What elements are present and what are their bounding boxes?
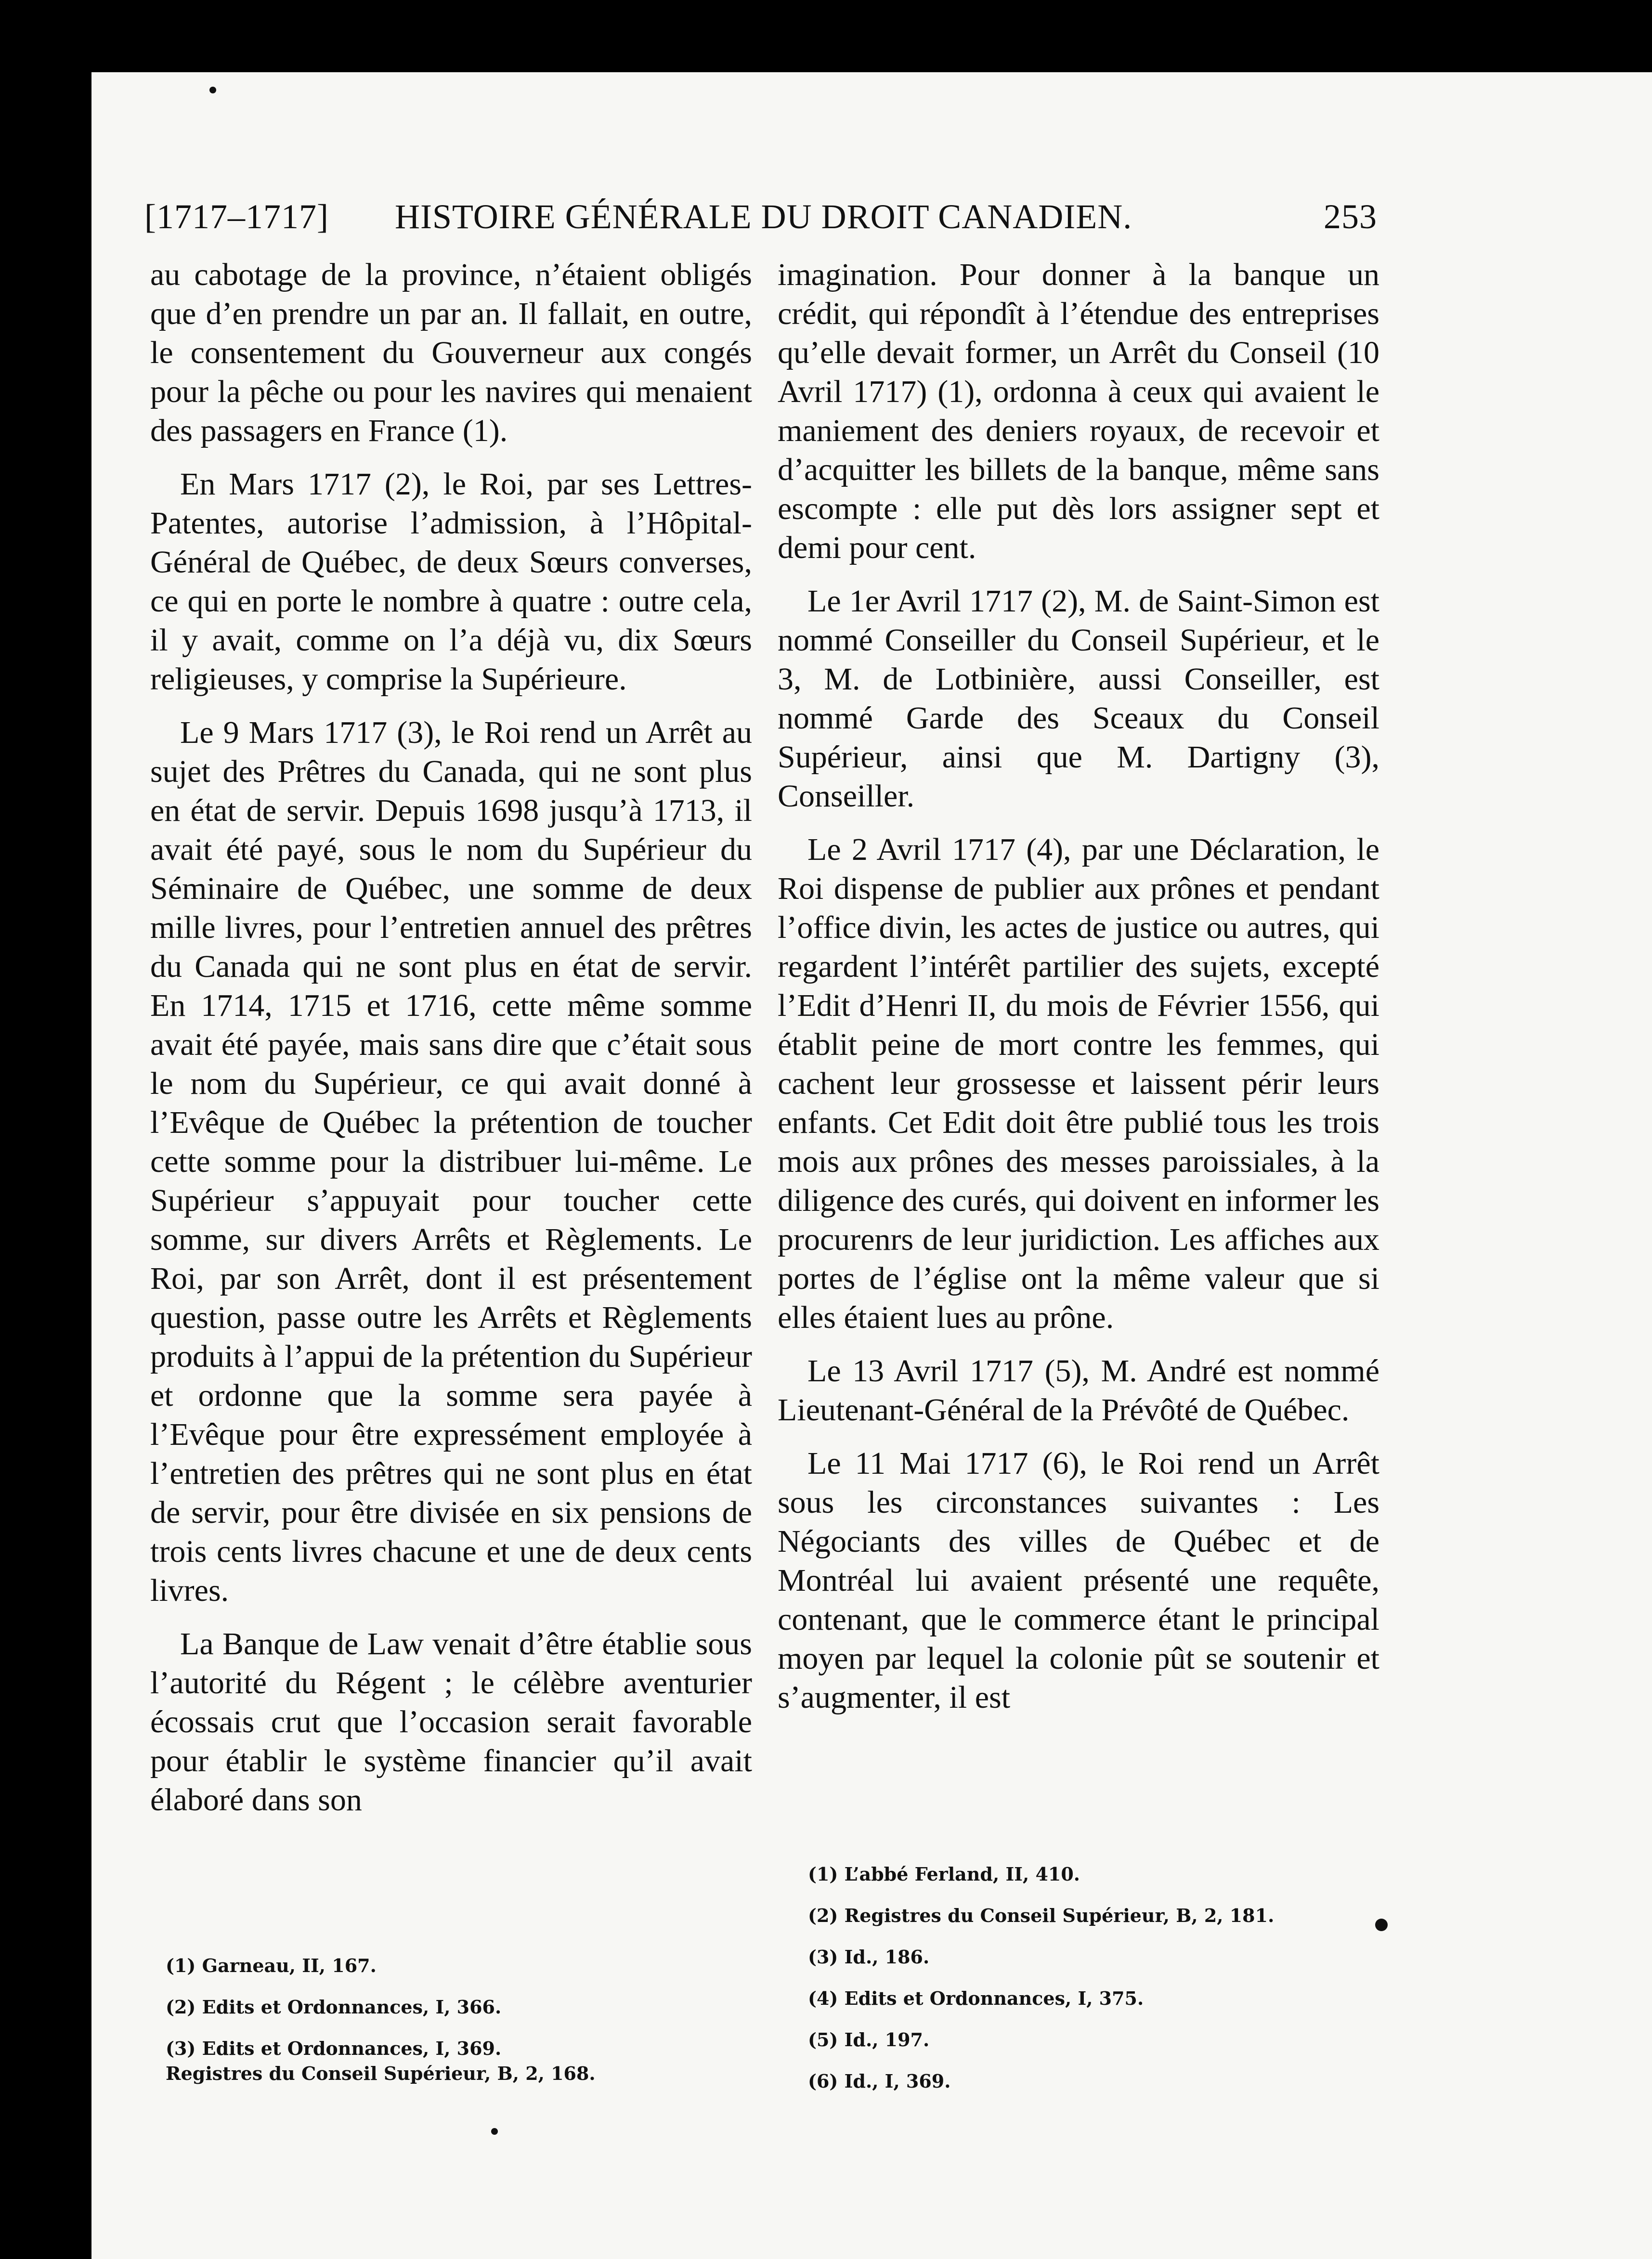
footnote: (2) Registres du Conseil Supérieur, B, 2, 181.	[808, 1905, 1275, 1926]
footnote: (2) Edits et Ordonnances, I, 366.	[166, 1996, 502, 2018]
footnote: (6) Id., I, 369.	[808, 2070, 951, 2092]
footnote: (1) Garneau, II, 167.	[166, 1955, 377, 1976]
footnote: Registres du Conseil Supérieur, B, 2, 168.	[166, 2063, 596, 2084]
paragraph: Le 2 Avril 1717 (4), par une Déclaration, le Roi dispense de publier aux prônes et pendant l’office divin, les actes de justice ou autres, qui regardent l’intérêt partilier des sujets, excepté l’Edit d’Henri II, du mois de Février 1556, qui établit peine de mort contre les femmes, qui cachent leur grossesse et laissent périr leurs enfants. Cet Edit doit être publié tous les trois mois aux prônes des messes paroissiales, à la diligence des curés, qui doivent en informer les procurenrs de leur juridiction. Les affiches aux portes de l’église ont la même valeur que si elles étaient lues au prône.	[778, 832, 1379, 1335]
page-number: 253	[1324, 197, 1377, 236]
ink-speck	[1375, 1919, 1388, 1931]
ink-speck	[209, 87, 216, 93]
paragraph: La Banque de Law venait d’être établie sous l’autorité du Régent ; le célèbre aventurier écossais crut que l’occasion serait favorable pour établir le système financier qu’il avait élaboré dans son	[150, 1626, 752, 1818]
year-range: [1717–1717]	[144, 197, 329, 236]
footnote: (3) Id., 186.	[808, 1946, 930, 1968]
paragraph: Le 9 Mars 1717 (3), le Roi rend un Arrêt au sujet des Prêtres du Canada, qui ne sont plus en état de servir. Depuis 1698 jusqu’à 1713, il avait été payé, sous le nom du Supérieur du Séminaire de Québec, une somme de deux mille livres, pour l’entretien annuel des prêtres du Canada qui ne sont plus en état de servir. En 1714, 1715 et 1716, cette même somme avait été payée, mais sans dire que c’était sous le nom du Supérieur, ce qui avait donné à l’Evêque de Québec la prétention de toucher cette somme pour la distribuer lui-même. Le Supérieur s’appuyait pour toucher cette somme, sur divers Arrêts et Règlements. Le Roi, par son Arrêt, dont il est présentement question, passe outre les Arrêts et Règlements produits à l’appui de la prétention du Supérieur et ordonne que la somme sera payée à l’Evêque pour être expressément employée à l’entretien des prêtres qui ne sont plus en état de servir, pour être divisée en six pensions de trois cents livres chacune et une de deux cents livres.	[150, 715, 752, 1608]
left-text-column	[150, 255, 752, 1834]
paragraph: En Mars 1717 (2), le Roi, par ses Lettres-Patentes, autorise l’admission, à l’Hôpital-Général de Québec, de deux Sœurs converses, ce qui en porte le nombre à quatre : outre cela, il y avait, comme on l’a déjà vu, dix Sœurs religieuses, y comprise la Supérieure.	[150, 467, 752, 697]
footnote: (1) L’abbé Ferland, II, 410.	[808, 1863, 1080, 1885]
right-text-column	[778, 255, 1379, 1731]
paragraph: imagination. Pour donner à la banque un crédit, qui répondît à l’étendue des entreprises qu’elle devait former, un Arrêt du Conseil (10 Avril 1717) (1), ordonna à ceux qui avaient le maniement des deniers royaux, de recevoir et d’acquitter les billets de la banque, même sans escompte : elle put dès lors assigner sept et demi pour cent.	[778, 257, 1379, 565]
footnote: (5) Id., 197.	[808, 2029, 930, 2051]
paragraph: Le 1er Avril 1717 (2), M. de Saint-Simon est nommé Conseiller du Conseil Supérieur, et le 3, M. de Lotbinière, aussi Conseiller, est nommé Garde des Sceaux du Conseil Supérieur, ainsi que M. Dartigny (3), Conseiller.	[778, 584, 1379, 814]
paragraph: Le 11 Mai 1717 (6), le Roi rend un Arrêt sous les circonstances suivantes : Les Négociants des villes de Québec et de Montréal lui avaient présenté une requête, contenant, que le commerce étant le principal moyen par lequel la colonie pût se soutenir et s’augmenter, il est	[778, 1446, 1379, 1715]
paragraph: Le 13 Avril 1717 (5), M. André est nommé Lieutenant-Général de la Prévôté de Québec.	[778, 1353, 1379, 1428]
page-title: HISTOIRE GÉNÉRALE DU DROIT CANADIEN.	[395, 197, 1132, 236]
footnote: (4) Edits et Ordonnances, I, 375.	[808, 1987, 1144, 2009]
right-footnotes	[808, 1854, 1410, 2102]
left-footnotes	[166, 1945, 767, 2094]
ink-speck	[491, 2128, 498, 2135]
footnote: (3) Edits et Ordonnances, I, 369.	[166, 2038, 502, 2059]
paragraph: au cabotage de la province, n’étaient obligés que d’en prendre un par an. Il fallait, en outre, le consentement du Gouverneur aux congés pour la pêche ou pour les navires qui menaient des passagers en France (1).	[150, 257, 752, 448]
